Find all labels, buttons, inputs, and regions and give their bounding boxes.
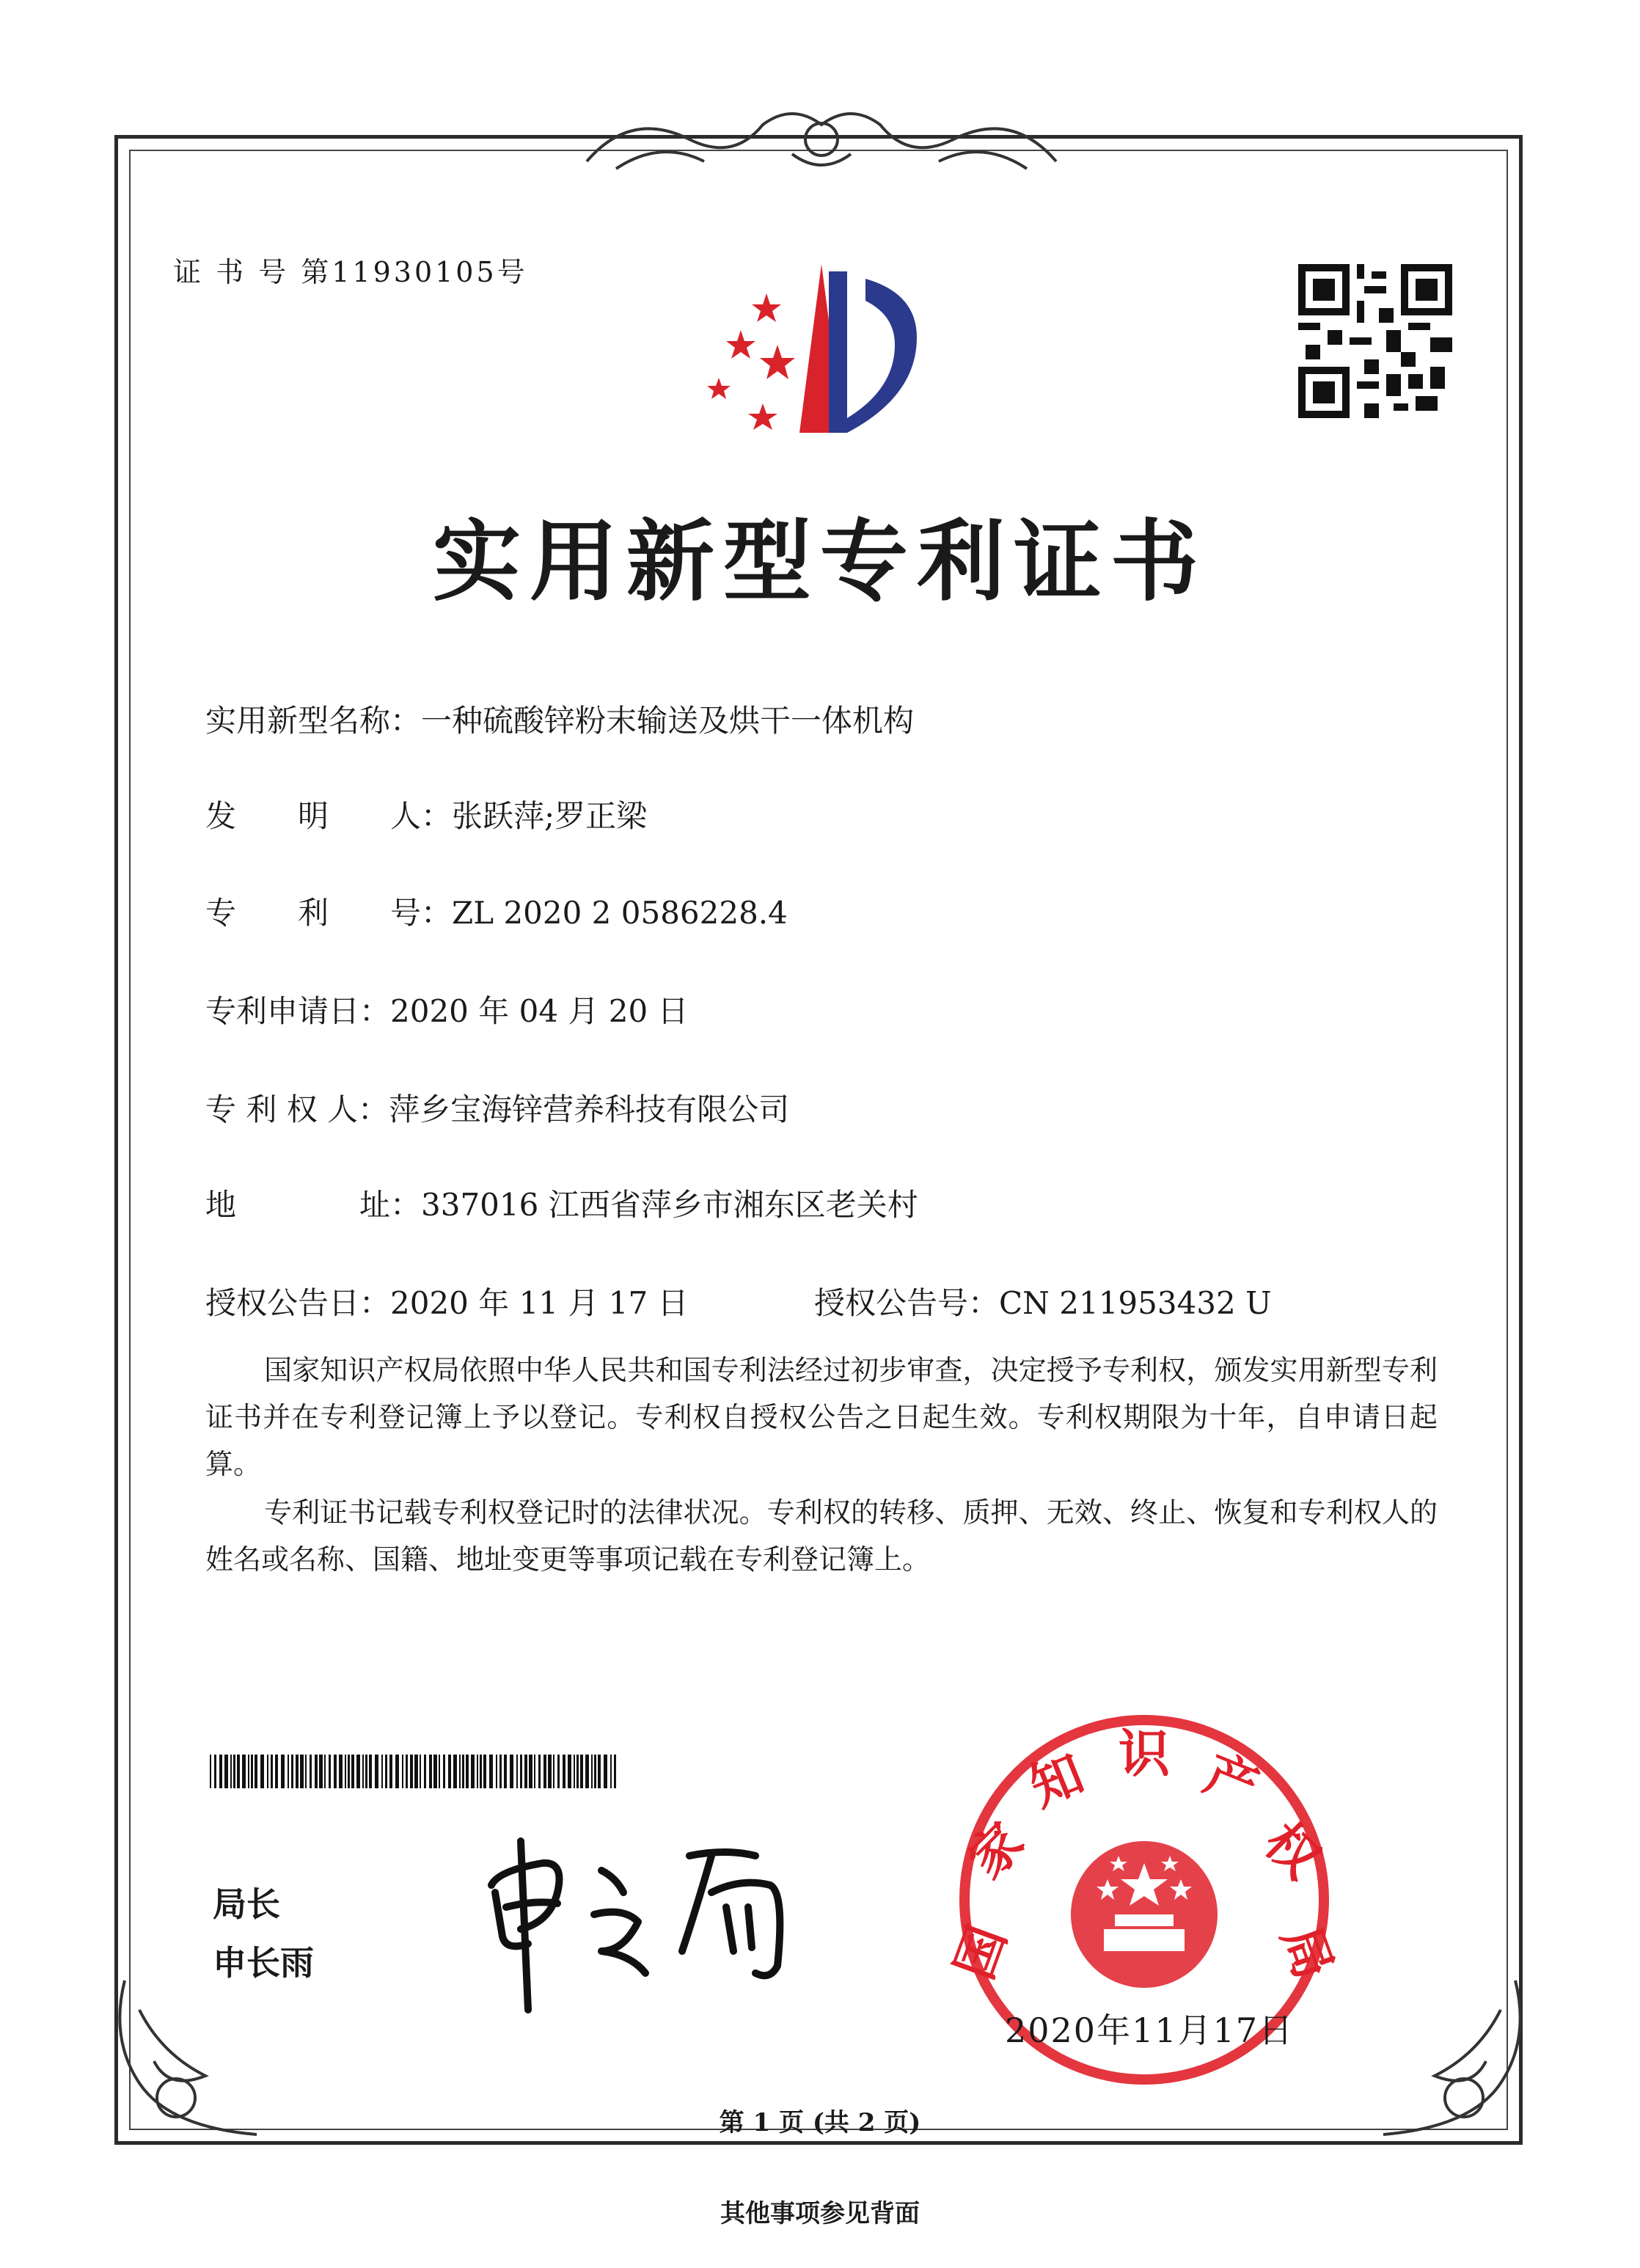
back-note: 其他事项参见背面 — [720, 2199, 920, 2228]
paragraph-grant-statement — [205, 1347, 1438, 1488]
field-label: 授权公告日： — [205, 1285, 391, 1321]
cnipa-logo-icon — [697, 249, 939, 447]
field-value: 2020 年 11 月 17 日 — [390, 1285, 689, 1321]
field-value: ZL 2020 2 0586228.4 — [452, 895, 788, 931]
qr-code-icon — [1298, 264, 1452, 418]
svg-text:家: 家 — [956, 1811, 1036, 1890]
svg-text:权: 权 — [1253, 1811, 1332, 1890]
field-grant-date — [205, 1279, 689, 1323]
field-grant-number — [814, 1279, 1272, 1323]
field-label: 专利申请日： — [205, 993, 391, 1029]
field-label: 专 利 权 人： — [205, 1091, 389, 1127]
top-ornament-icon — [572, 95, 1071, 183]
svg-text:识: 识 — [1119, 1724, 1170, 1784]
paragraph-text: 专利证书记载专利权登记时的法律状况。专利权的转移、质押、无效、终止、恢复和专利权人的姓名或名称、国籍、地址变更等事项记载在专利登记簿上。 — [205, 1496, 1438, 1576]
paragraph-legal-status — [205, 1489, 1438, 1583]
field-label: 专 利 号： — [205, 895, 453, 931]
field-filing-date — [205, 987, 689, 1031]
field-value: 337016 江西省萍乡市湘东区老关村 — [421, 1187, 918, 1223]
field-value: 2020 年 04 月 20 日 — [390, 993, 689, 1029]
field-value: 张跃萍;罗正梁 — [452, 798, 648, 834]
field-label: 授权公告号： — [814, 1285, 1000, 1321]
field-inventor — [205, 792, 647, 836]
field-value: 萍乡宝海锌营养科技有限公司 — [389, 1091, 790, 1127]
director-title: 局长 — [213, 1884, 280, 1924]
certificate-number: 证 书 号 第11930105号 — [173, 256, 528, 288]
field-address — [205, 1181, 918, 1225]
field-utility-model-name — [205, 697, 914, 741]
field-value: CN 211953432 U — [999, 1285, 1272, 1321]
field-label: 实用新型名称： — [205, 703, 422, 739]
director-signature-icon — [477, 1826, 829, 2017]
page-number: 第 1 页 (共 2 页) — [719, 2108, 921, 2137]
field-label: 发 明 人： — [205, 798, 453, 834]
svg-text:局: 局 — [1270, 1917, 1345, 1987]
svg-text:产: 产 — [1196, 1743, 1267, 1818]
field-patent-number — [205, 889, 788, 933]
barcode-icon — [210, 1755, 621, 1788]
page-title: 实用新型专利证书 — [433, 510, 1207, 613]
svg-text:国: 国 — [943, 1917, 1018, 1987]
paragraph-text: 国家知识产权局依照中华人民共和国专利法经过初步审查，决定授予专利权，颁发实用新型专利证书并在专利登记簿上予以登记。专利权自授权公告之日起生效。专利权期限为十年，自申请日起算。 — [205, 1354, 1438, 1480]
field-patentee — [205, 1086, 789, 1130]
svg-text:知: 知 — [1022, 1743, 1092, 1818]
field-value: 一种硫酸锌粉末输送及烘干一体机构 — [421, 703, 915, 739]
director-name: 申长雨 — [213, 1943, 314, 1983]
seal-date: 2020年11月17日 — [1005, 2011, 1295, 2050]
field-label: 地 址： — [205, 1187, 422, 1223]
